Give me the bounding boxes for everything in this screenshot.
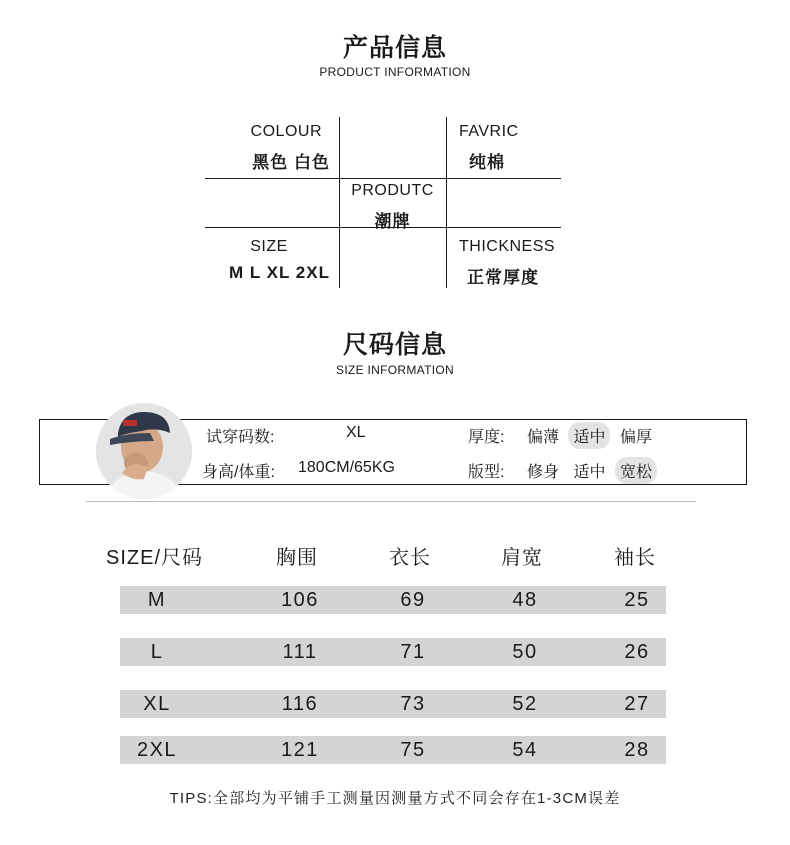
thickness-option: 偏厚: [619, 429, 652, 446]
fabric-label: FAVRIC: [459, 123, 519, 140]
tryon-size-label: 试穿码数:: [206, 429, 275, 446]
model-avatar: [96, 403, 192, 499]
size-value: M L XL 2XL: [228, 263, 330, 282]
tryon-body-value: 180CM/65KG: [298, 459, 395, 476]
thickness-label: THICKNESS: [459, 238, 556, 255]
size-info-title: 尺码信息: [342, 331, 447, 359]
cell-length: 75: [400, 739, 426, 761]
thickness-value: 正常厚度: [467, 268, 539, 287]
header-length: 衣长: [389, 547, 431, 569]
tryon-size-value: XL: [346, 424, 366, 441]
fit-rating-label: 版型:: [468, 464, 505, 481]
product-info-subtitle: PRODUCT INFORMATION: [319, 65, 471, 79]
cell-length: 71: [400, 641, 426, 663]
cell-shoulder: 54: [512, 739, 538, 761]
fit-option: 适中: [573, 464, 606, 481]
cell-size: L: [150, 641, 164, 663]
cell-sleeve: 26: [624, 641, 650, 663]
cell-chest: 106: [281, 589, 319, 611]
cell-size: XL: [143, 693, 171, 715]
fit-option-selected: 宽松: [615, 457, 657, 484]
cell-size: M: [147, 589, 167, 611]
cell-chest: 121: [281, 739, 319, 761]
size-info-subtitle: SIZE INFORMATION: [336, 363, 454, 377]
grid-divider: [205, 178, 561, 179]
model-photo-icon: [96, 403, 192, 499]
fabric-value: 纯棉: [469, 153, 505, 172]
cell-chest: 116: [281, 693, 319, 715]
cell-chest: 111: [282, 641, 318, 663]
header-shoulder: 肩宽: [501, 547, 543, 569]
size-label: SIZE: [250, 238, 288, 255]
grid-divider: [446, 117, 447, 288]
thickness-rating: [522, 422, 657, 449]
cell-shoulder: 52: [512, 693, 538, 715]
fit-option: 修身: [527, 464, 560, 481]
fit-rating: [522, 457, 657, 484]
tryon-body-label: 身高/体重:: [202, 464, 275, 481]
thickness-option-selected: 适中: [568, 422, 610, 449]
product-value: 潮牌: [374, 212, 411, 231]
cell-sleeve: 28: [624, 739, 650, 761]
measurement-tips: TIPS:全部均为平铺手工测量因测量方式不同会存在1-3CM误差: [169, 790, 621, 807]
header-sleeve: 袖长: [614, 547, 656, 569]
thickness-option: 偏薄: [527, 429, 560, 446]
cell-shoulder: 48: [512, 589, 538, 611]
cell-size: 2XL: [136, 739, 178, 761]
colour-value: 黑色 白色: [252, 153, 330, 172]
product-label: PRODUTC: [351, 182, 434, 199]
cell-sleeve: 25: [624, 589, 650, 611]
cell-shoulder: 50: [512, 641, 538, 663]
header-chest: 胸围: [276, 547, 318, 569]
grid-divider: [339, 117, 340, 288]
cell-length: 69: [400, 589, 426, 611]
cell-sleeve: 27: [624, 693, 650, 715]
header-size: SIZE/尺码: [106, 547, 204, 569]
product-info-title: 产品信息: [342, 34, 447, 62]
cell-length: 73: [400, 693, 426, 715]
section-divider: [86, 501, 696, 502]
thickness-rating-label: 厚度:: [468, 429, 505, 446]
colour-label: COLOUR: [250, 123, 322, 140]
